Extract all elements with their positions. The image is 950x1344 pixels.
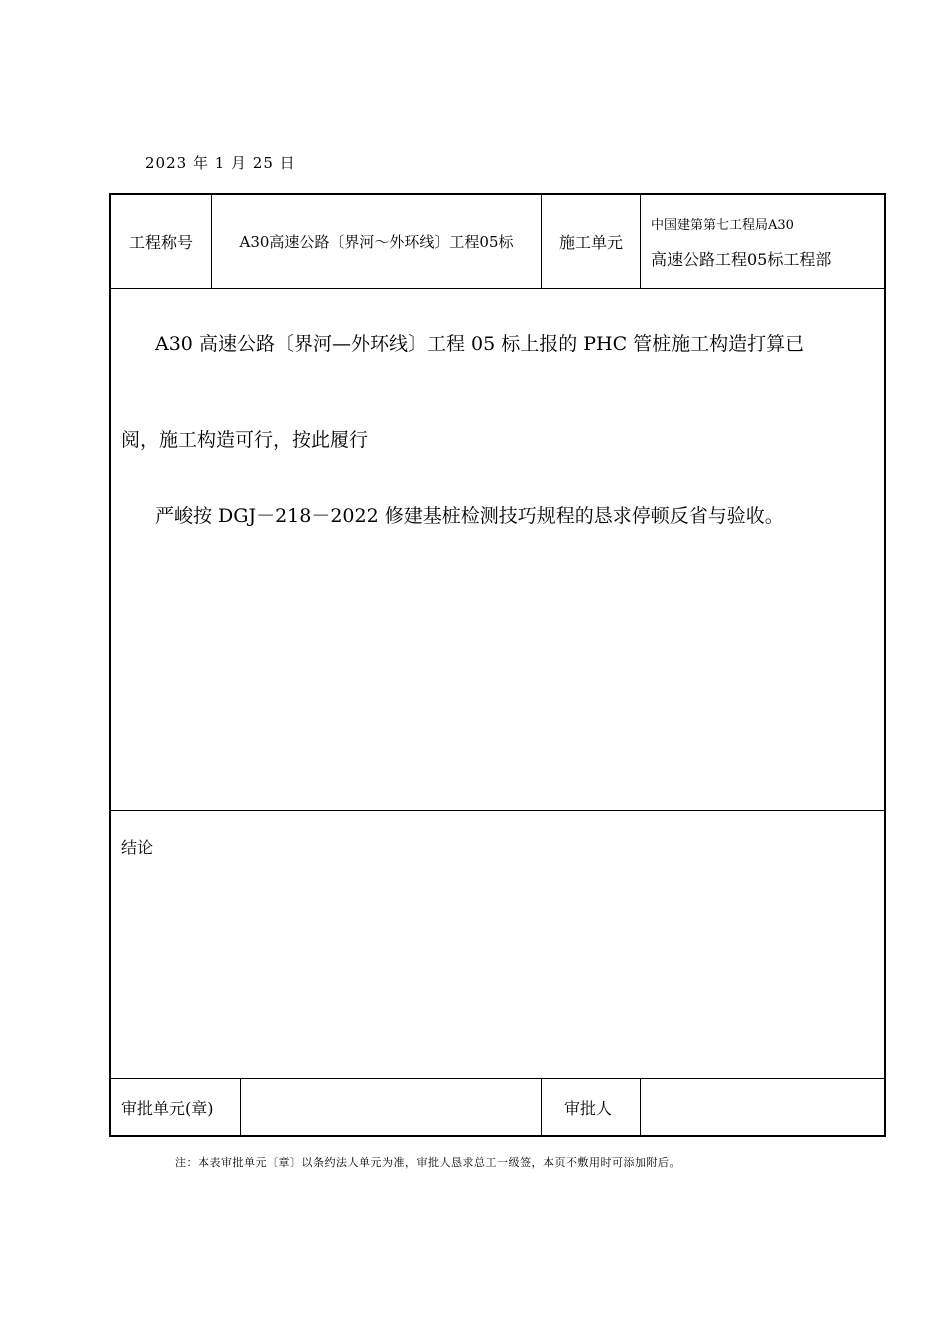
approver-field bbox=[641, 1079, 884, 1135]
header-row bbox=[111, 195, 884, 289]
construction-unit-line2: 高速公路工程05标工程部 bbox=[651, 249, 832, 269]
form-date: 2023 年 1 月 25 日 bbox=[145, 154, 296, 172]
conclusion-section bbox=[111, 811, 884, 1079]
opinion-paragraph-1-line-1: A30 高速公路〔界河—外环线〕工程 05 标上报的 PHC 管桩施工构造打算已 bbox=[155, 333, 805, 355]
opinion-paragraph-1-line-2: 阅，施工构造可行，按此履行 bbox=[121, 429, 369, 451]
footnote: 注：本表审批单元〔章〕以条约法人单元为准，审批人恳求总工一级签，本页不敷用时可添加附后。 bbox=[175, 1156, 681, 1169]
approval-form bbox=[109, 193, 886, 1137]
signature-row bbox=[111, 1079, 884, 1135]
opinion-paragraph-2: 严峻按 DGJ－218－2022 修建基桩检测技巧规程的恳求停顿反省与验收。 bbox=[155, 505, 784, 527]
project-name-value bbox=[212, 195, 542, 288]
project-name-label: 工程称号 bbox=[111, 195, 212, 288]
conclusion-label: 结论 bbox=[121, 838, 154, 857]
construction-unit-line1: 中国建第第七工程局A30 bbox=[651, 217, 794, 233]
approver-label: 审批人 bbox=[542, 1079, 641, 1135]
opinion-section bbox=[111, 289, 884, 811]
approval-unit-label: 审批单元(章) bbox=[111, 1079, 241, 1135]
construction-unit-value bbox=[641, 195, 884, 288]
construction-unit-label: 施工单元 bbox=[542, 195, 641, 288]
project-name-text: A30高速公路〔界河～外环线〕工程05标 bbox=[239, 232, 514, 251]
approval-unit-field bbox=[241, 1079, 542, 1135]
